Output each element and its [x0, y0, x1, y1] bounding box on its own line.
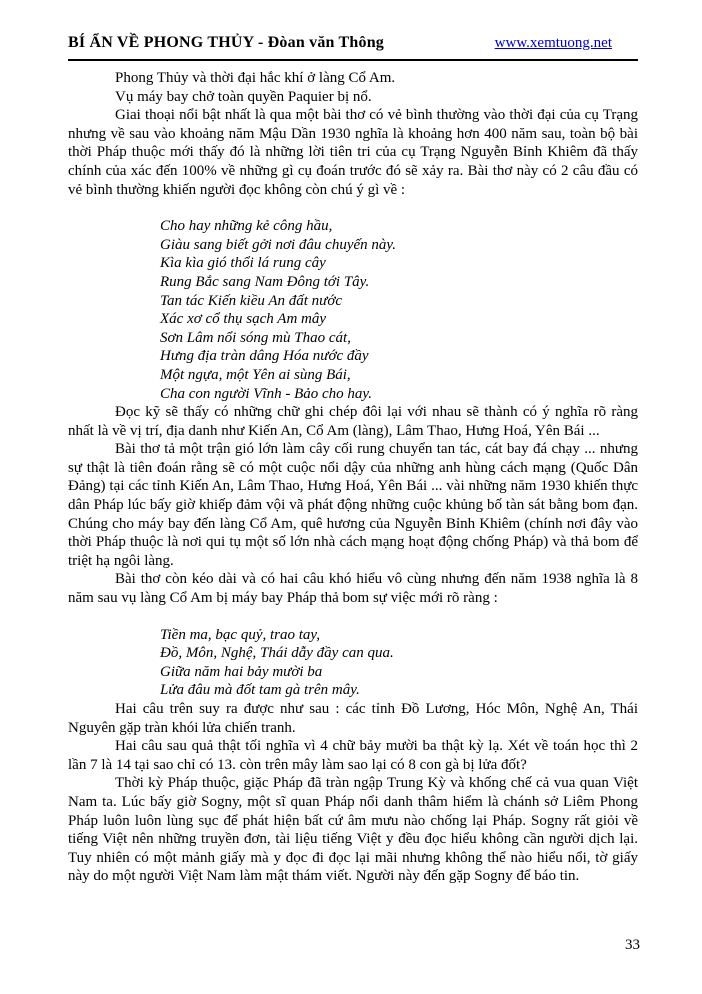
poem-line: Rung Bắc sang Nam Đông tới Tây.	[160, 273, 370, 290]
poem-line: Tiền ma, bạc quỷ, trao tay,	[160, 626, 320, 643]
poem-line: Đồ, Môn, Nghệ, Thái dẫy đầy can qua.	[160, 645, 394, 662]
paragraph-hai-cau-sau: Hai câu sau quả thật tối nghĩa vì 4 chữ bảy mười ba thật kỳ lạ. Xét về toán học thì 2 lần 7 là 14 tại sao chỉ có 13. còn trên mây làm sao lại có 8 con gà bị lửa đốt?	[68, 738, 638, 773]
poem-line: Giữa năm hai bảy mười ba	[160, 663, 323, 680]
poem-line: Lửa đâu mà đốt tam gà trên mây.	[160, 682, 360, 699]
poem-line: Tan tác Kiến kiều An đất nước	[160, 292, 343, 309]
paragraph-keo-dai: Bài thơ còn kéo dài và có hai câu khó hiểu vô cùng nhưng đến năm 1938 nghĩa là 8 năm sau vụ làng Cổ Am bị máy bay Pháp thả bom sự việc mới rõ ràng :	[68, 571, 638, 607]
poem-line: Xác xơ cổ thụ sạch Am mây	[160, 311, 327, 328]
paragraph-thoi-ky: Thời kỳ Pháp thuộc, giặc Pháp đã tràn ngập Trung Kỳ và khống chế cả vua quan Việt Nam ta. Lúc bấy giờ Sogny, một sĩ quan Pháp nổi danh thâm hiểm là chánh sở Liêm Phong Pháp luôn luôn lùng sục để phát hiện bất cứ âm mưu nào chống lại Pháp. Sogny rất giỏi về tiếng Việt nên những truyền đơn, tài liệu tiếng Việt y đều đọc hiểu không cần người dịch lại. Tuy nhiên có một mảnh giấy mà y đọc đi đọc lại mãi nhưng không thể nào hiểu nổi, tờ giấy này do một người Việt Nam làm mật thám viết. Người này đến gặp Sogny để báo tin.	[68, 775, 638, 885]
poem-line: Giàu sang biết gởi nơi đâu chuyến này.	[160, 236, 396, 253]
intro-line-1: Phong Thủy và thời đại hắc khí ở làng Cổ Am.	[115, 70, 396, 86]
website-link[interactable]: www.xemtuong.net	[494, 35, 612, 51]
poem-line: Cha con người Vĩnh - Bảo cho hay.	[160, 385, 372, 402]
poem-1	[160, 217, 638, 403]
page-body	[68, 69, 638, 886]
poem-line: Một ngựa, một Yên ai sùng Bái,	[160, 366, 351, 383]
paragraph-bai-tho-ta: Bài thơ tả một trận gió lớn làm cây cối rung chuyển tan tác, cát bay đá chạy ... nhưng sự thật là tiên đoán rằng sẽ có một cuộc nổi dậy của những anh hùng cách mạng (Quốc Dân Đảng) tại các tỉnh Kiến An, Lâm Thao, Hưng Hoá, Yên Bái ... vài những năm 1930 khiến thực dân Pháp lúc bấy giờ khiếp đảm vội vã phát động những cuộc khủng bố tàn sát bằng bom đạn. Chúng cho máy bay đến làng Cổ Am, quê hương của Nguyễn Bỉnh Khiêm (chính nơi đây vào thời Pháp thuộc là nơi qui tụ một số lớn nhà cách mạng hoạt động chống Pháp) và thả bom để triệt hạ ngôi làng.	[68, 441, 638, 569]
page-number: 33	[625, 937, 640, 953]
page-header	[68, 34, 638, 52]
header-rule	[68, 59, 638, 61]
paragraph-hai-cau-tren: Hai câu trên suy ra được như sau : các tỉnh Đồ Lương, Hóc Môn, Nghệ An, Thái Nguyên gặp tràn khói lửa chiến tranh.	[68, 701, 638, 736]
poem-line: Cho hay những kẻ công hầu,	[160, 218, 333, 235]
poem-line: Kìa kìa gió thổi lá rung cây	[160, 255, 326, 272]
paragraph-doc-ky: Đọc kỹ sẽ thấy có những chữ ghi chép đôi lại với nhau sẽ thành có ý nghĩa rõ ràng nhất là về vị trí, địa danh như Kiến An, Cổ Am (làng), Lâm Thao, Hưng Hoá, Yên Bái ...	[68, 404, 638, 439]
poem-2	[160, 626, 638, 700]
intro-line-2: Vụ máy bay chở toàn quyền Paquier bị nổ.	[115, 88, 372, 105]
poem-line: Hưng địa tràn dâng Hóa nước đầy	[160, 348, 369, 365]
paragraph-giai-thoai: Giai thoại nổi bật nhất là qua một bài thơ có vẻ bình thường vào thời đại của cụ Trạng nhưng về sau vào khoảng năm Mậu Dần 1930 nghĩa là khoảng hơn 400 năm sau, toàn bộ bài thời Pháp thuộc mới thấy đó là những lời tiên tri của cụ Trạng Nguyễn Bỉnh Khiêm đã thấy chính của xác đến 100% về những gì cụ đoán trước đó sẽ xảy ra. Bài thơ này có 2 câu đầu có vẻ bình thường khiến người đọc không còn chú ý gì về :	[68, 107, 638, 198]
poem-line: Sơn Lâm nổi sóng mù Thao cát,	[160, 329, 351, 346]
book-title: BÍ ẨN VỀ PHONG THỦY - Đòan văn Thông	[68, 34, 385, 51]
